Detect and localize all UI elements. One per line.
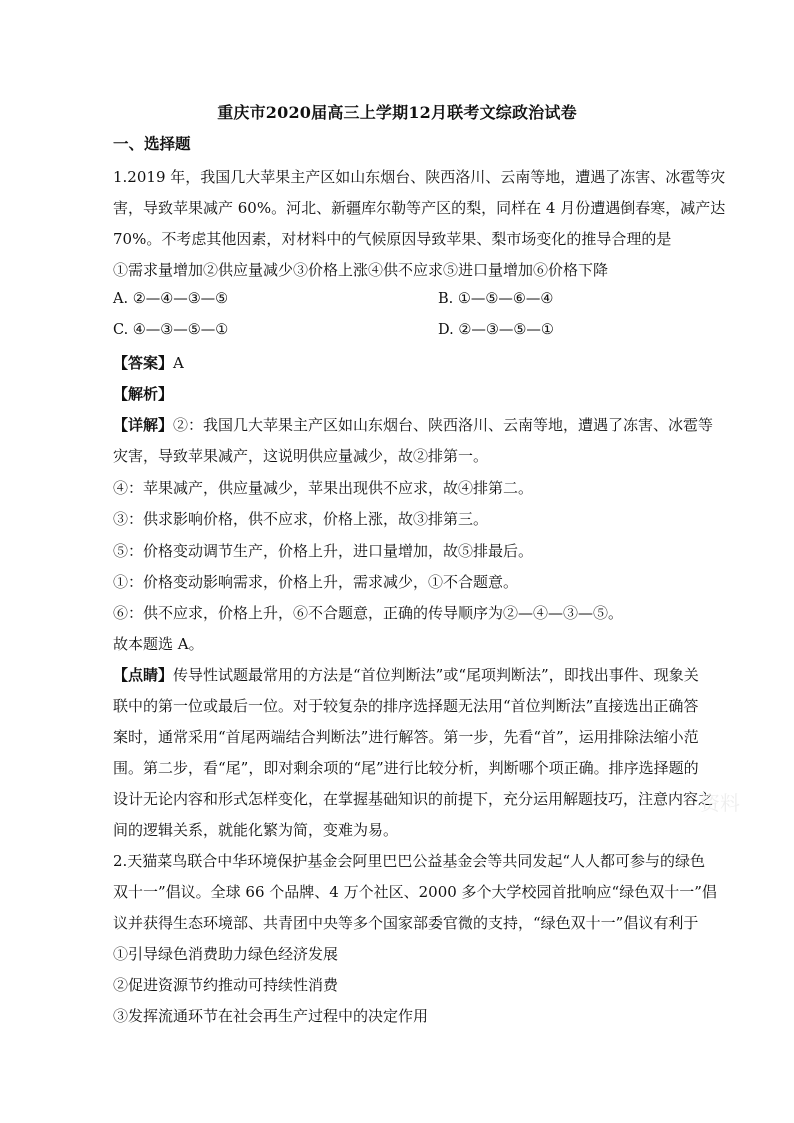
section-heading: 一、选择题: [113, 134, 191, 153]
q1-detail-line: ③：供求影响价格，供不应求，价格上涨，故③排第三。: [113, 510, 489, 528]
q1-detail-line: ⑥：供不应求，价格上升，⑥不合题意，正确的传导顺序为②—④—③—⑤。: [113, 604, 624, 622]
q2-stem-line: ①引导绿色消费助力绿色经济发展: [113, 945, 339, 963]
page-title: 重庆市2020届高三上学期12月联考文综政治试卷: [217, 103, 577, 122]
q2-stem-line: ③发挥流通环节在社会再生产过程中的决定作用: [113, 1007, 429, 1025]
q1-detail-line: ①：价格变动影响需求，价格上升，需求减少，①不合题意。: [113, 573, 519, 591]
q1-analysis-label: 【解析】: [113, 385, 174, 403]
q2-stem-line: 2.天猫菜鸟联合中华环境保护基金会阿里巴巴公益基金会等共同发起“人人都可参与的绿色: [113, 852, 705, 870]
q1-option-c: C. ④—③—⑤—①: [113, 322, 229, 338]
q2-stem-line: ②促进资源节约推动可持续性消费: [113, 976, 339, 994]
q1-answer: 【答案】A: [113, 354, 184, 372]
watermark: 资料: [700, 791, 740, 815]
q2-stem-line: 双十一”倡议。全球 66 个品牌、4 万个社区、2000 多个大学校园首批响应“绿色双十一”倡: [113, 883, 717, 901]
q1-detail-line: 灾害，导致苹果减产，这说明供应量减少，故②排第一。: [113, 447, 489, 465]
q2-stem-line: 议并获得生态环境部、共青团中央等多个国家部委官微的支持，“绿色双十一”倡议有利于: [113, 914, 699, 932]
q1-tip-line: 围。第二步，看“尾”，即对剩余项的“尾”进行比较分析，判断哪个项正确。排序选择题的: [113, 759, 699, 777]
q1-stem-line: 1.2019 年，我国几大苹果主产区如山东烟台、陕西洛川、云南等地，遭遇了冻害、冰雹等灾: [113, 168, 726, 186]
q1-stem-line: ①需求量增加②供应量减少③价格上涨④供不应求⑤进口量增加⑥价格下降: [113, 261, 609, 279]
q1-tip-line: 联中的第一位或最后一位。对于较复杂的排序选择题无法用“首位判断法”直接选出正确答: [113, 697, 699, 715]
q1-tip-line: 【点睛】传导性试题最常用的方法是“首位判断法”或“尾项判断法”，即找出事件、现象关: [113, 666, 699, 684]
q1-stem-line: 害，导致苹果减产 60%。河北、新疆库尔勒等产区的梨，同样在 4 月份遭遇倒春寒，减产达: [113, 199, 726, 217]
q1-tip-line: 案时，通常采用“首尾两端结合判断法”进行解答。第一步，先看“首”，运用排除法缩小范: [113, 728, 699, 746]
q1-detail-line: 【详解】②：我国几大苹果主产区如山东烟台、陕西洛川、云南等地，遭遇了冻害、冰雹等: [113, 416, 714, 434]
q1-tip-line: 设计无论内容和形式怎样变化，在掌握基础知识的前提下，充分运用解题技巧，注意内容之: [113, 790, 714, 808]
q1-option-d: D. ②—③—⑤—①: [438, 322, 554, 338]
q1-tip-line: 间的逻辑关系，就能化繁为简，变难为易。: [113, 821, 399, 839]
q1-detail-line: 故本题选 A。: [113, 635, 204, 653]
q1-option-a: A. ②—④—③—⑤: [113, 291, 229, 307]
q1-detail-line: ⑤：价格变动调节生产，价格上升，进口量增加，故⑤排最后。: [113, 542, 534, 560]
q1-option-b: B. ①—⑤—⑥—④: [438, 291, 554, 307]
q1-detail-line: ④：苹果减产，供应量减少，苹果出现供不应求，故④排第二。: [113, 479, 534, 497]
q1-stem-line: 70%。不考虑其他因素，对材料中的气候原因导致苹果、梨市场变化的推导合理的是: [113, 230, 672, 248]
